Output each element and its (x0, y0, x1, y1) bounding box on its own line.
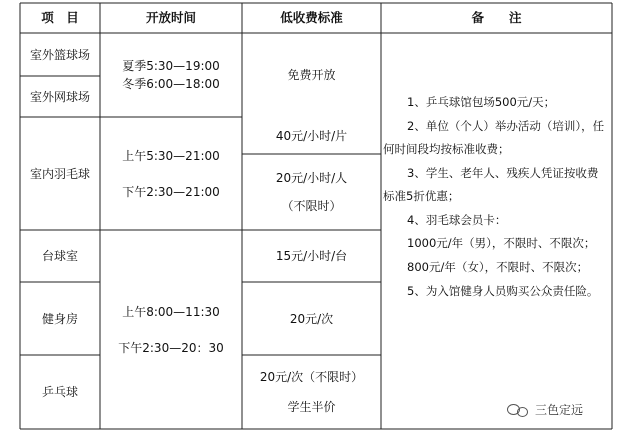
hours-badminton-am: 上午5:30—21:00 (122, 148, 220, 163)
header-remark: 备 注 (471, 9, 522, 25)
watermark-text: 三色定远 (535, 402, 584, 417)
fee-gym: 20元/次 (289, 311, 334, 326)
header-hours: 开放时间 (145, 9, 196, 25)
hours-badminton-pm: 下午2:30—21:00 (122, 184, 220, 199)
fee-pingpong-cell (242, 355, 381, 429)
remark-4: 4、羽毛球会员卡： (407, 212, 507, 227)
hours-outdoor-summer: 夏季5:30—19:00 (122, 59, 220, 73)
fee-pingpong: 20元/次（不限时） (259, 370, 364, 384)
header-fee: 低收费标准 (280, 9, 343, 25)
row-label-badminton: 室内羽毛球 (29, 166, 90, 181)
hours-indoor-pm: 下午2:30—20：30 (118, 340, 224, 355)
row-label-billiards: 台球室 (41, 249, 78, 263)
remarks-list (383, 91, 605, 303)
fee-badminton-unlimited: （不限时） (281, 199, 342, 213)
fee-billiards: 15元/小时/台 (275, 249, 348, 263)
hours-badminton (100, 117, 242, 230)
fee-badminton-person: 20元/小时/人 (275, 171, 348, 185)
row-label-basketball: 室外篮球场 (29, 47, 90, 62)
hours-outdoor-winter: 冬季6:00—18:00 (122, 77, 220, 91)
header-item: 项 目 (41, 9, 79, 25)
fee-badminton-person-cell (242, 154, 381, 230)
remark-2: 2、单位（个人）举办活动（培训），任何时间段均按标准收费； (383, 118, 605, 157)
fee-badminton-court: 40元/小时/片 (275, 128, 348, 143)
fee-outdoor: 免费开放 (287, 68, 336, 82)
remark-4a: 1000元/年（男），不限时、不限次； (407, 236, 596, 251)
row-label-gym: 健身房 (41, 311, 78, 326)
remark-5: 5、为入馆健身人员购买公众责任险。 (407, 283, 599, 298)
row-label-pingpong: 乒乓球 (41, 385, 78, 399)
hours-outdoor (100, 33, 242, 117)
hours-indoor (100, 230, 242, 429)
wechat-bubbles-icon (505, 400, 531, 418)
remark-3: 3、学生、老年人、残疾人凭证按收费标准5折优惠； (383, 165, 599, 204)
row-label-tennis: 室外网球场 (29, 89, 90, 104)
remark-1: 1、乒乓球馆包场500元/天； (407, 95, 556, 109)
remark-4b: 800元/年（女），不限时、不限次； (407, 259, 589, 274)
watermark (505, 397, 617, 421)
hours-indoor-am: 上午8:00—11:30 (122, 304, 220, 319)
fee-pingpong-students: 学生半价 (287, 400, 336, 414)
